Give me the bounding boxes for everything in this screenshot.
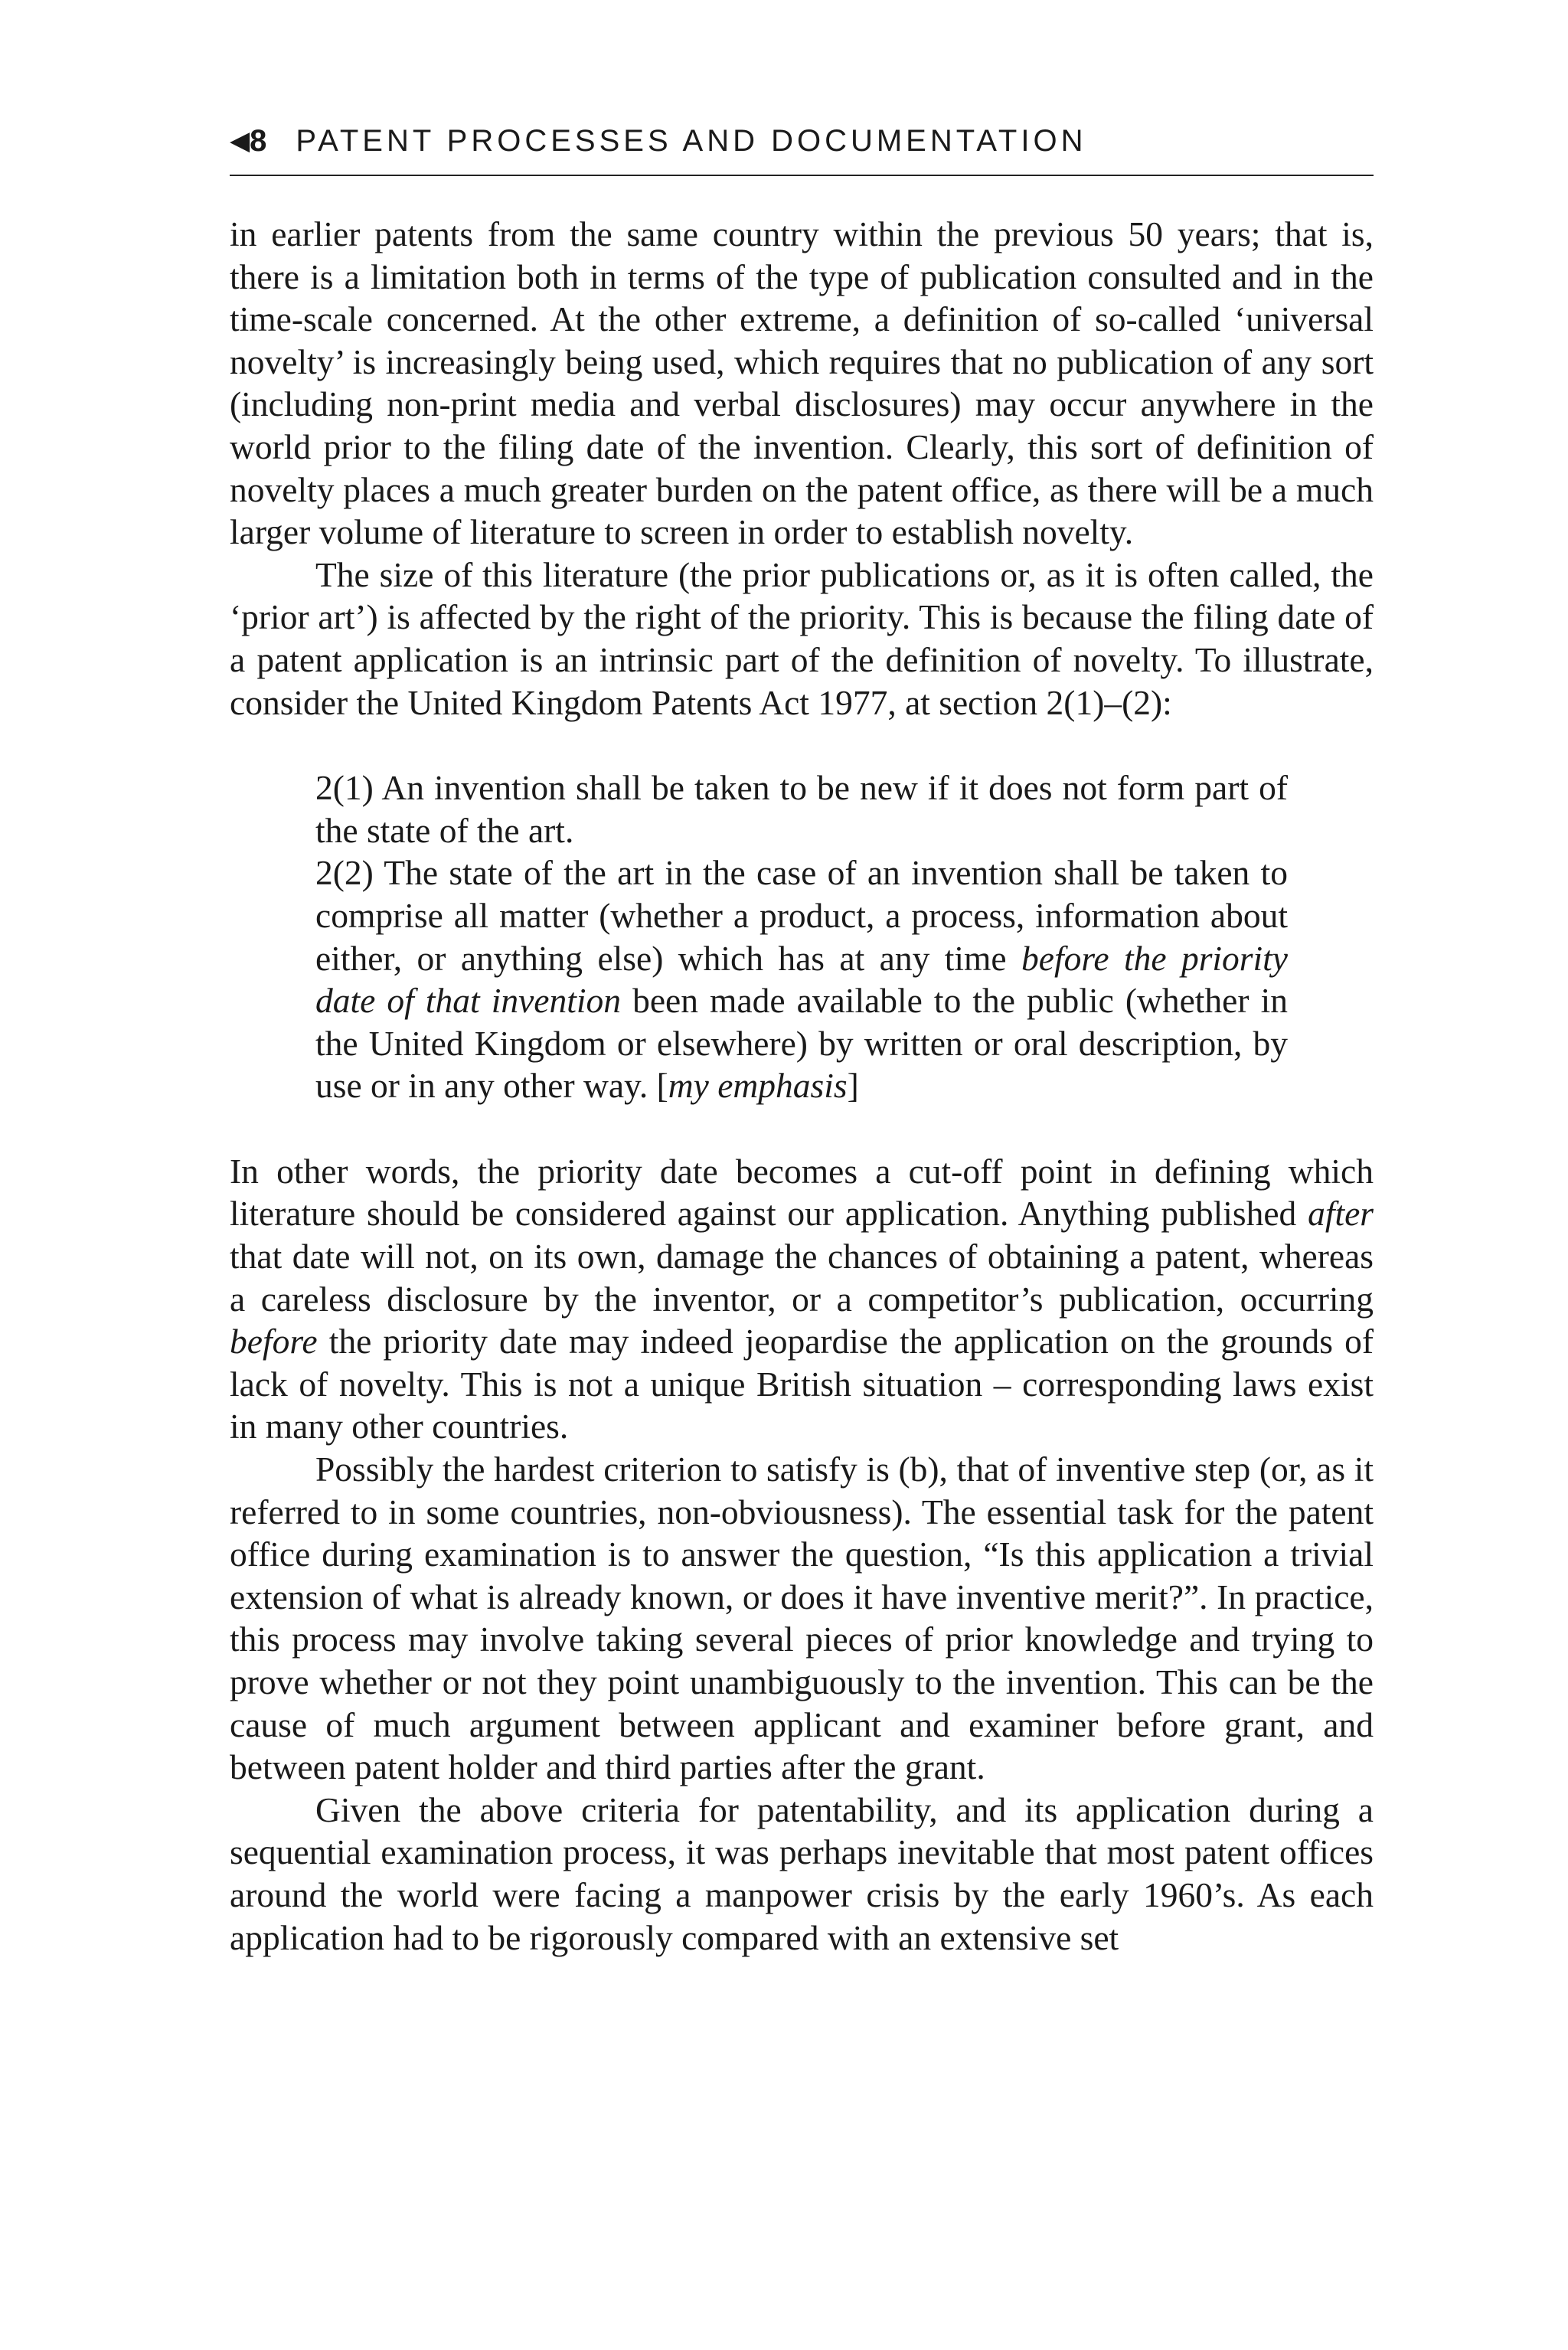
quote-section-2-1: 2(1) An invention shall be taken to be new if it does not form part of the state of the art. (315, 768, 1288, 850)
paragraph-5: Given the above criteria for patentability, and its application during a sequential examination process, it was perhaps inevitable that most patent offices around the world were facing a manpower crisis by the early 1960’s. As each application had to be rigorously compared with an extensive set (230, 1789, 1374, 1957)
emphasis-after: after (1308, 1194, 1374, 1234)
page-marker-icon: ◀ (230, 126, 250, 155)
block-quote (315, 766, 1288, 1107)
quote-emphasis-note: my emphasis (668, 1066, 848, 1106)
paragraph-1: in earlier patents from the same country within the previous 50 years; that is, there is a limitation both in terms of the type of publication consulted and in the time-scale concerned. At the other extreme, a definition of so-called ‘universal novelty’ is increasingly being used, which requires that no publication of any sort (including non-print media and verbal disclosures) may occur anywhere in the world prior to the filing date of the invention. Clearly, this sort of definition of novelty places a much greater burden on the patent office, as there will be a much larger volume of literature to screen in order to establish novelty. (230, 214, 1374, 552)
paragraph-3 (230, 1150, 1374, 1448)
page-number: 8 (250, 123, 267, 158)
quote-text: 2(2) The state of the art in the case of an invention shall be taken to comprise all matter (whether a product, a process, information about either, or anything else) which has at any time (315, 853, 1288, 978)
running-title: PATENT PROCESSES AND DOCUMENTATION (296, 123, 1087, 158)
paragraph-text: In other words, the priority date becomes a cut-off point in defining which literature should be considered against our application. Anything published (230, 1151, 1374, 1234)
paragraph-text: the priority date may indeed jeopardise the application on the grounds of lack of novelty. This is not a unique British situation – corresponding laws exist in many other countries. (230, 1322, 1374, 1446)
running-header (230, 115, 1374, 176)
paragraph-text: that date will not, on its own, damage the chances of obtaining a patent, whereas a careless disclosure by the inventor, or a competitor’s publication, occurring (230, 1237, 1374, 1319)
body-text (230, 213, 1374, 1959)
quote-text: ] (847, 1066, 859, 1106)
quote-section-2-2 (315, 851, 1288, 1107)
paragraph-4: Possibly the hardest criterion to satisfy is (b), that of inventive step (or, as it referred to in some countries, non-obviousness). The essential task for the patent office during examination is to answer the question, “Is this application a trivial extension of what is already known, or does it have inventive merit?”. In practice, this process may involve taking several pieces of prior knowledge and trying to prove whether or not they point unambiguously to the invention. This can be the cause of much argument between applicant and examiner before grant, and between patent holder and third parties after the grant. (230, 1450, 1374, 1787)
emphasis-before: before (230, 1322, 318, 1361)
quote-emphasis: before the priority date of that invention (315, 938, 1288, 1021)
quote-text: been made available to the public (whether in the United Kingdom or elsewhere) by written or oral description, by use or in any other way. [ (315, 981, 1288, 1106)
paragraph-2: The size of this literature (the prior publications or, as it is often called, the ‘prior art’) is affected by the right of the priority. This is because the filing date of a patent application is an intrinsic part of the definition of novelty. To illustrate, consider the United Kingdom Patents Act 1977, at section 2(1)–(2): (230, 554, 1374, 722)
